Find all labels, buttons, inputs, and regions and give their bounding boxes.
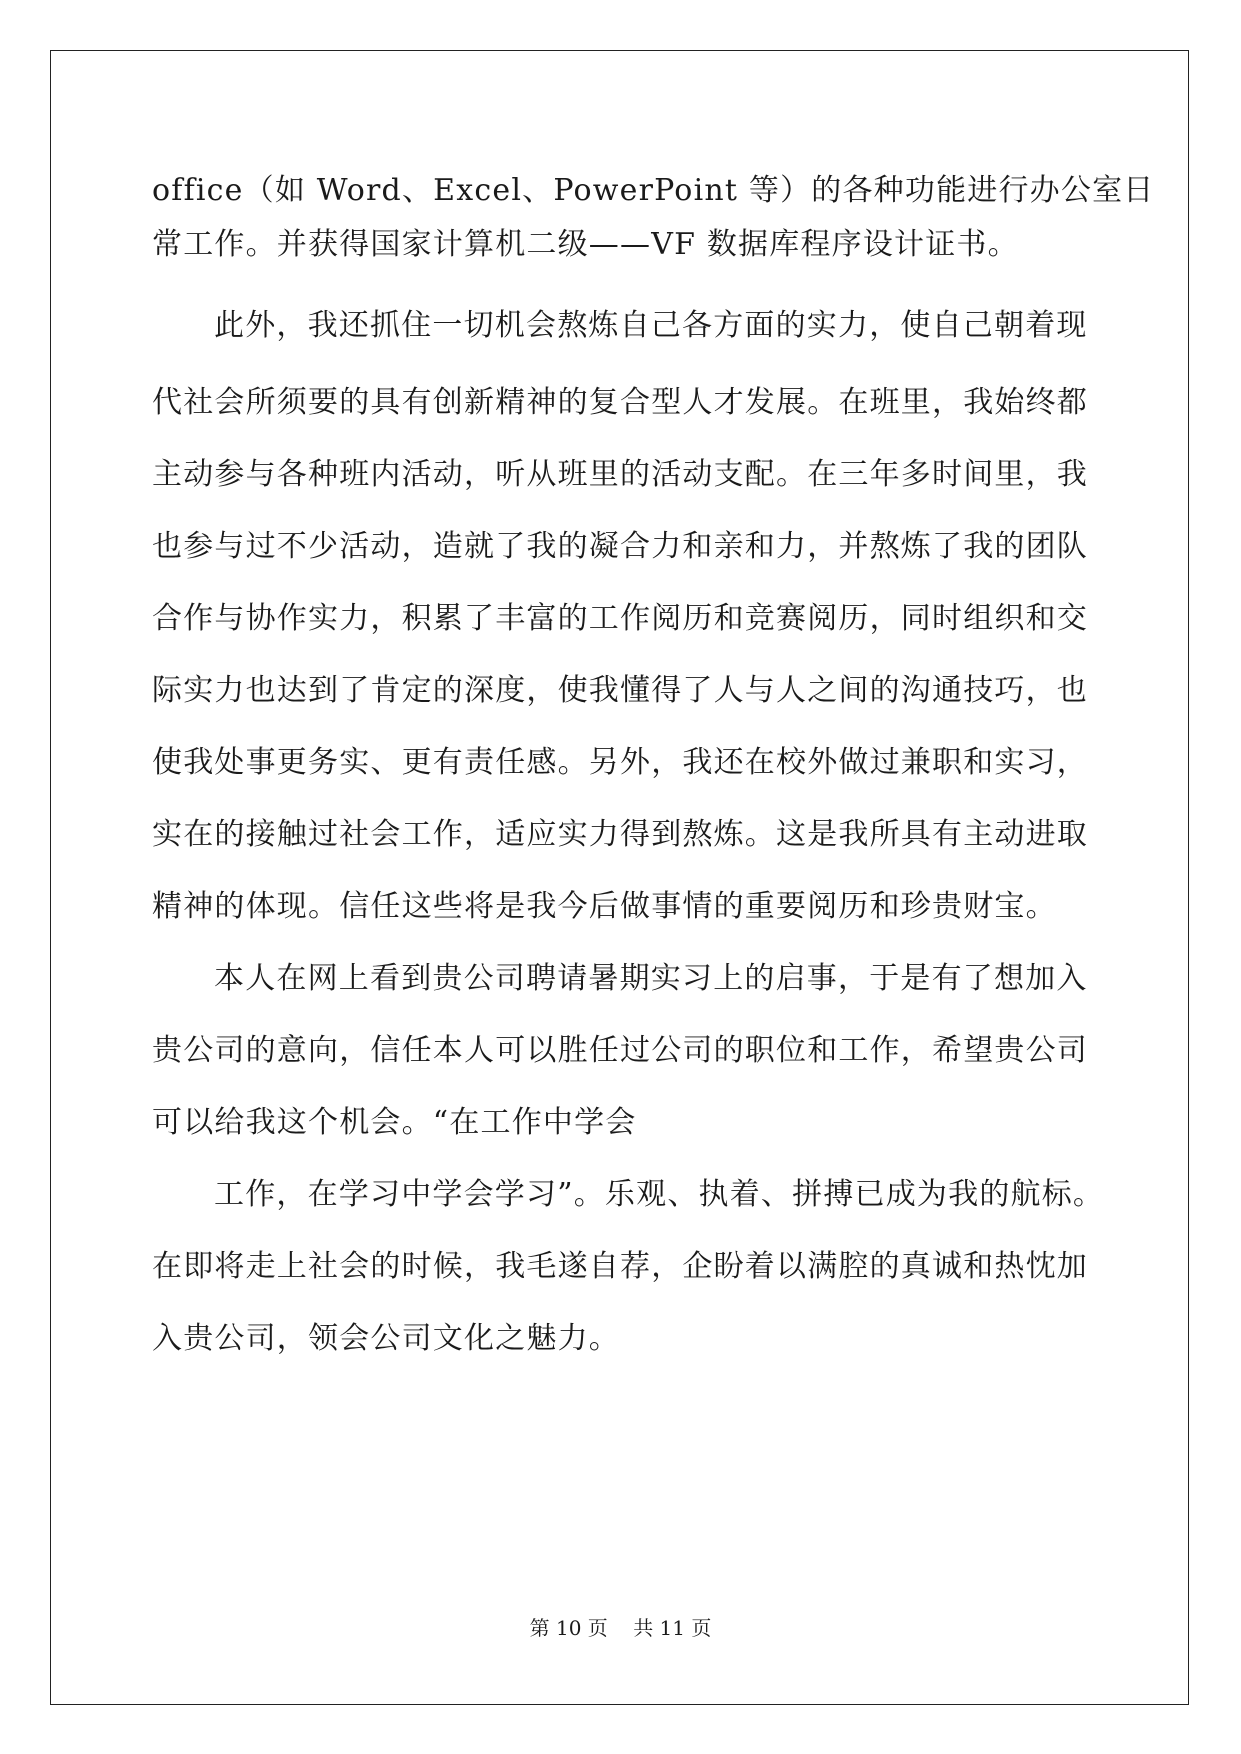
body-text-line: 主动参与各种班内活动，听从班里的活动支配。在三年多时间里，我 (152, 457, 1088, 492)
body-text-line: 使我处事更务实、更有责任感。另外，我还在校外做过兼职和实习， (152, 745, 1088, 780)
paragraph-start-line: 本人在网上看到贵公司聘请暑期实习上的启事，于是有了想加入 (214, 961, 1088, 996)
page-number-footer: 第 10 页 共 11 页 (529, 1616, 712, 1640)
body-text-line: 际实力也达到了肯定的深度，使我懂得了人与人之间的沟通技巧，也 (152, 673, 1088, 708)
body-text-line: 合作与协作实力，积累了丰富的工作阅历和竞赛阅历，同时组织和交 (152, 601, 1088, 636)
body-text-line: 也参与过不少活动，造就了我的凝合力和亲和力，并熬炼了我的团队 (152, 529, 1088, 564)
body-text-line: office（如 Word、Excel、PowerPoint 等）的各种功能进行办公室日 (152, 173, 1155, 208)
body-text-line: 入贵公司，领会公司文化之魅力。 (152, 1321, 620, 1356)
body-text-line: 可以给我这个机会。“在工作中学会 (152, 1105, 637, 1140)
body-text-line: 常工作。并获得国家计算机二级——VF 数据库程序设计证书。 (152, 227, 1019, 262)
body-text-line: 贵公司的意向，信任本人可以胜任过公司的职位和工作，希望贵公司 (152, 1033, 1088, 1068)
body-text-line: 在即将走上社会的时候，我毛遂自荐，企盼着以满腔的真诚和热忱加 (152, 1249, 1088, 1284)
paragraph-start-line: 工作，在学习中学会学习”。乐观、执着、拼搏已成为我的航标。 (214, 1177, 1105, 1212)
page-border (50, 50, 1189, 1705)
body-text-line: 代社会所须要的具有创新精神的复合型人才发展。在班里，我始终都 (152, 385, 1088, 420)
paragraph-start-line: 此外，我还抓住一切机会熬炼自己各方面的实力，使自己朝着现 (214, 308, 1088, 343)
body-text-line: 精神的体现。信任这些将是我今后做事情的重要阅历和珍贵财宝。 (152, 889, 1057, 924)
body-text-line: 实在的接触过社会工作，适应实力得到熬炼。这是我所具有主动进取 (152, 817, 1088, 852)
